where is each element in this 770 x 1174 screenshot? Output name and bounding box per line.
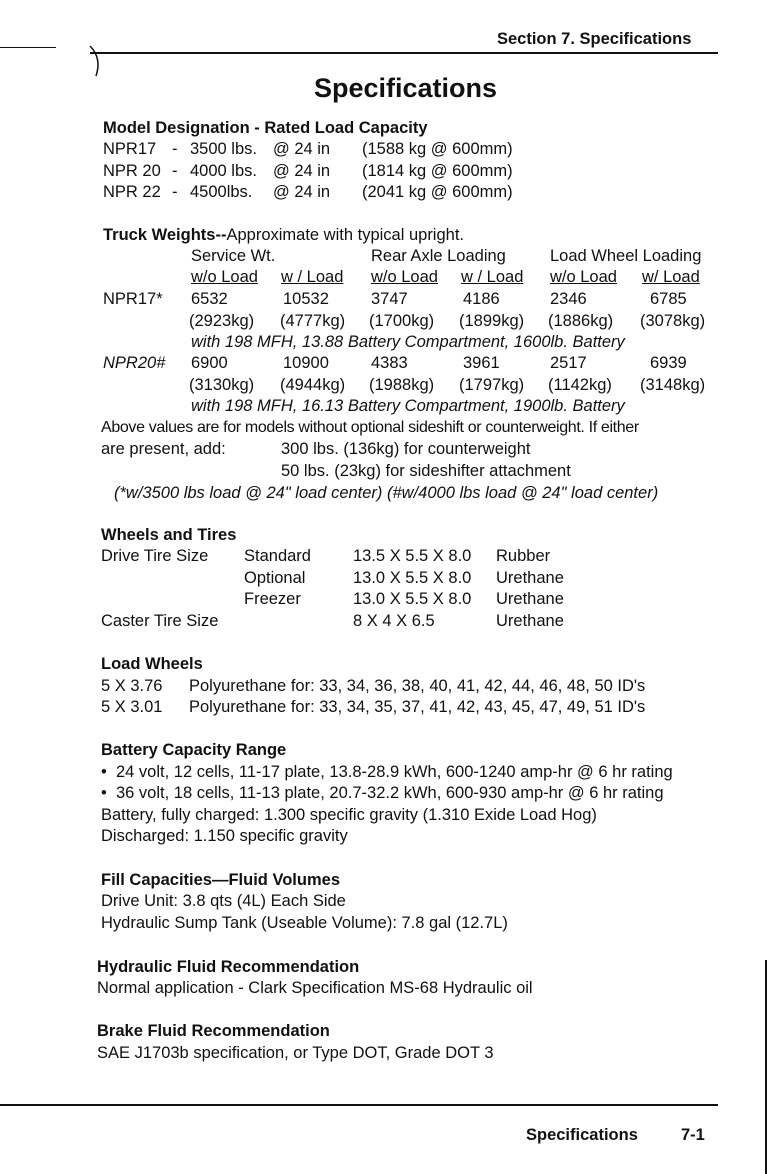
group-header-service: Service Wt. (191, 247, 276, 265)
bullet: • (101, 763, 107, 781)
npr20-label: NPR20# (103, 354, 166, 372)
footer-rule (0, 1104, 718, 1106)
page-title: Specifications (314, 73, 498, 103)
hydraulic-fluid-text: Normal application - Clark Specification MS-68 Hydraulic oil (97, 979, 533, 997)
wheels-tires-heading: Wheels and Tires (101, 526, 237, 544)
npr17-note: with 198 MFH, 13.88 Battery Compartment, 1600lb. Battery (191, 333, 625, 351)
npr17-label: NPR17* (103, 290, 163, 308)
drive-unit-fill: Drive Unit: 3.8 qts (4L) Each Side (101, 892, 346, 910)
brake-fluid-heading: Brake Fluid Recommendation (97, 1022, 330, 1040)
section-header: Section 7. Specifications (497, 30, 692, 48)
sideshifter-add: 50 lbs. (23kg) for sideshifter attachment (281, 462, 571, 480)
fill-capacities-heading: Fill Capacities—Fluid Volumes (101, 871, 340, 889)
counterweight-add: 300 lbs. (136kg) for counterweight (281, 440, 531, 458)
above-values-text: Above values are for models without optional sideshift or counterweight. If either (101, 419, 639, 436)
battery-discharged: Discharged: 1.150 specific gravity (101, 827, 348, 845)
header-rule (90, 52, 718, 54)
bullet: • (101, 784, 107, 802)
brake-fluid-text: SAE J1703b specification, or Type DOT, Grade DOT 3 (97, 1044, 494, 1062)
page-edge-bar (765, 960, 767, 1174)
hydraulic-fluid-heading: Hydraulic Fluid Recommendation (97, 958, 360, 976)
binding-curve (88, 44, 108, 80)
footer-label: Specifications (526, 1126, 638, 1144)
group-header-load-wheel: Load Wheel Loading (550, 247, 702, 265)
margin-mark (0, 47, 56, 48)
weights-footnote: (*w/3500 lbs load @ 24" load center) (#w/4000 lbs load @ 24" load center) (114, 484, 659, 502)
truck-weights-heading: Truck Weights--Approximate with typical upright. (103, 226, 464, 244)
page-number: 7-1 (681, 1126, 705, 1144)
group-header-rear-axle: Rear Axle Loading (371, 247, 506, 265)
battery-charged: Battery, fully charged: 1.300 specific gravity (1.310 Exide Load Hog) (101, 806, 597, 824)
hydraulic-sump-fill: Hydraulic Sump Tank (Useable Volume): 7.8 gal (12.7L) (101, 914, 508, 932)
are-present-label: are present, add: (101, 440, 226, 458)
load-wheels-heading: Load Wheels (101, 655, 203, 673)
npr20-note: with 198 MFH, 16.13 Battery Compartment, 1900lb. Battery (191, 397, 625, 415)
battery-heading: Battery Capacity Range (101, 741, 287, 759)
model-designation-heading: Model Designation - Rated Load Capacity (103, 119, 428, 137)
